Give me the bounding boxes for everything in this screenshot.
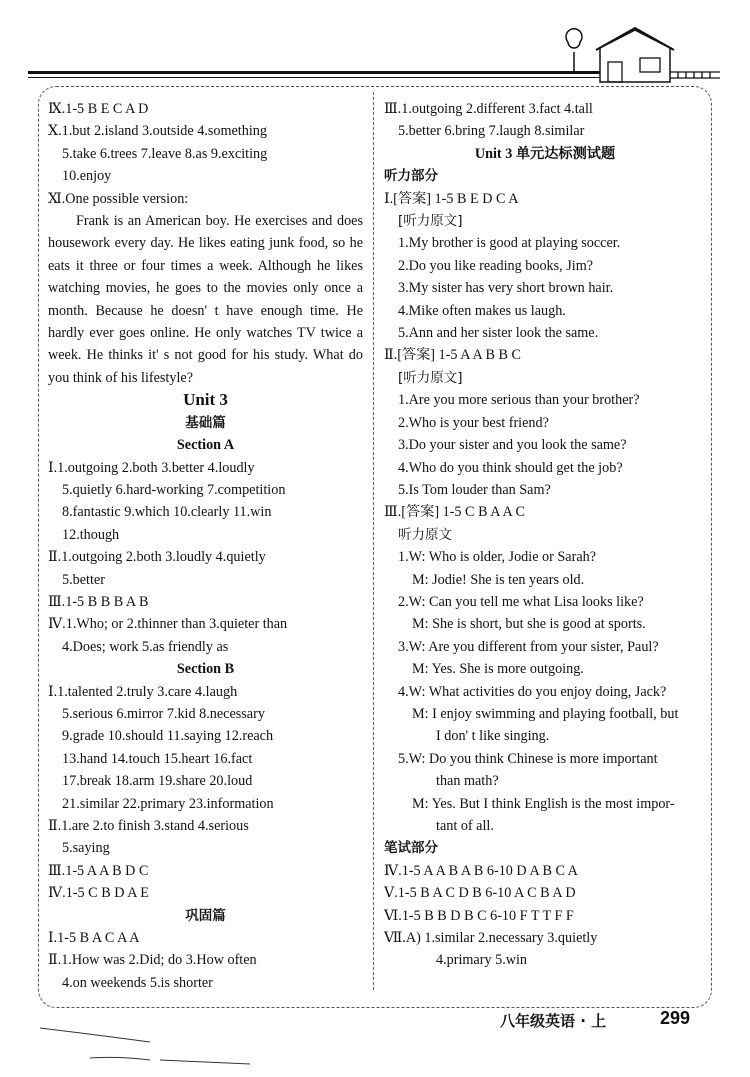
right-column: [384, 98, 706, 972]
page-number: 299: [660, 1008, 691, 1028]
left-line: Ⅰ.1.outgoing 2.both 3.better 4.loudly: [48, 459, 255, 476]
right-line: M: Yes. She is more outgoing.: [412, 661, 584, 678]
right-line: 笔试部分: [384, 840, 438, 857]
right-line: Ⅵ.1-5 B B D B C 6-10 F T T F F: [384, 907, 574, 924]
left-line: 21.similar 22.primary 23.information: [62, 795, 274, 812]
left-line: 5.serious 6.mirror 7.kid 8.necessary: [62, 705, 265, 722]
left-line: 12.though: [62, 526, 120, 543]
left-line: Ⅹ.1.but 2.island 3.outside 4.something: [48, 123, 267, 140]
right-line: [听力原文]: [398, 213, 463, 230]
left-line: 5.quietly 6.hard-working 7.competition: [62, 481, 286, 498]
right-line: 听力部分: [384, 168, 438, 185]
left-line: Frank is an American boy. He exercises and does housework every day. He likes eating junk food, so he eats it three or four times a week. Although he likes watching movies, he goes to the movies only once a month. Because he doesn' t have enough time. He hardly ever goes online. He only watches TV twice a week. He thinks it' s not good for his study. What do you think of his lifestyle?: [48, 213, 363, 386]
right-line: 2.Who is your best friend?: [398, 414, 549, 431]
header-rule: [28, 71, 600, 74]
left-line: Ⅱ.1.How was 2.Did; do 3.How often: [48, 952, 257, 969]
right-line: I don' t like singing.: [436, 728, 550, 745]
right-line: 4.W: What activities do you enjoy doing, Jack?: [398, 683, 667, 700]
right-line: Ⅳ.1-5 A A B A B 6-10 D A B C A: [384, 862, 578, 879]
right-line: 3.W: Are you different from your sister, Paul?: [398, 638, 659, 655]
right-line: 1.Are you more serious than your brother?: [398, 392, 640, 409]
left-line: 5.saying: [62, 840, 110, 857]
left-line: Unit 3: [183, 390, 228, 410]
right-line: Ⅴ.1-5 B A C D B 6-10 A C B A D: [384, 885, 576, 902]
right-line: Ⅶ.A) 1.similar 2.necessary 3.quietly: [384, 930, 598, 947]
left-line: Ⅰ.1.talented 2.truly 3.care 4.laugh: [48, 683, 238, 700]
right-line: 5.Ann and her sister look the same.: [398, 325, 599, 342]
right-line: than math?: [436, 773, 499, 790]
left-line: Section B: [176, 661, 235, 678]
left-line: 5.take 6.trees 7.leave 8.as 9.exciting: [62, 145, 268, 162]
right-line: 2.W: Can you tell me what Lisa looks like?: [398, 593, 644, 610]
right-line: M: Yes. But I think English is the most impor-: [412, 795, 675, 812]
left-line: Ⅳ.1-5 C B D A E: [48, 885, 149, 902]
right-line: Unit 3 单元达标测试题: [474, 145, 616, 162]
left-line: Ⅸ.1-5 B E C A D: [48, 101, 149, 117]
right-line: Ⅱ.[答案] 1-5 A A B B C: [384, 347, 521, 364]
left-line: Ⅺ.One possible version:: [48, 190, 189, 207]
left-line: Ⅲ.1-5 B B B A B: [48, 593, 149, 610]
left-line: 4.Does; work 5.as friendly as: [62, 638, 229, 655]
left-line: 4.on weekends 5.is shorter: [62, 974, 213, 991]
right-line: 5.W: Do you think Chinese is more important: [398, 750, 658, 767]
right-line: 5.Is Tom louder than Sam?: [398, 481, 551, 498]
left-line: 5.better: [62, 571, 105, 588]
right-line: 3.Do your sister and you look the same?: [398, 437, 627, 454]
house-tree-illustration: [560, 22, 720, 84]
right-line: M: She is short, but she is good at sports.: [412, 616, 646, 633]
right-line: Ⅲ.[答案] 1-5 C B A A C: [384, 504, 525, 521]
left-line: Ⅳ.1.Who; or 2.thinner than 3.quieter than: [48, 616, 288, 633]
right-line: M: I enjoy swimming and playing football, but: [412, 705, 679, 722]
left-line: Section A: [176, 437, 235, 454]
left-line: 9.grade 10.should 11.saying 12.reach: [62, 728, 274, 745]
left-line: 17.break 18.arm 19.share 20.loud: [62, 773, 253, 790]
left-line: Ⅲ.1-5 A A B D C: [48, 862, 149, 879]
right-line: 1.W: Who is older, Jodie or Sarah?: [398, 549, 597, 566]
right-line: Ⅰ.[答案] 1-5 B E D C A: [384, 190, 519, 207]
left-column: [48, 98, 363, 994]
left-line: 8.fantastic 9.which 10.clearly 11.win: [62, 504, 272, 521]
left-line: 巩固篇: [185, 907, 226, 924]
left-line: 基础篇: [185, 414, 226, 431]
left-line: Ⅱ.1.outgoing 2.both 3.loudly 4.quietly: [48, 549, 266, 566]
right-line: 4.primary 5.win: [436, 952, 528, 969]
footer-grade-label: 八年级英语 · 上: [500, 1012, 607, 1030]
right-line: 5.better 6.bring 7.laugh 8.similar: [398, 123, 585, 140]
right-line: 3.My sister has very short brown hair.: [398, 280, 614, 297]
right-line: [听力原文]: [398, 369, 463, 386]
left-line: Ⅱ.1.are 2.to finish 3.stand 4.serious: [48, 818, 249, 834]
column-divider: [373, 92, 374, 990]
scribble-lines: [30, 1020, 260, 1070]
left-line: Ⅰ.1-5 B A C A A: [48, 930, 140, 947]
right-line: 4.Mike often makes us laugh.: [398, 302, 566, 319]
right-line: 听力原文: [398, 526, 452, 543]
right-line: tant of all.: [436, 818, 494, 834]
right-line: 1.My brother is good at playing soccer.: [398, 235, 621, 252]
right-line: 4.Who do you think should get the job?: [398, 459, 623, 476]
header-rule-thin: [28, 77, 600, 78]
right-line: Ⅲ.1.outgoing 2.different 3.fact 4.tall: [384, 101, 593, 117]
right-line: 2.Do you like reading books, Jim?: [398, 257, 594, 274]
left-line: 13.hand 14.touch 15.heart 16.fact: [62, 750, 253, 767]
right-line: M: Jodie! She is ten years old.: [412, 571, 585, 588]
left-line: 10.enjoy: [62, 168, 112, 185]
